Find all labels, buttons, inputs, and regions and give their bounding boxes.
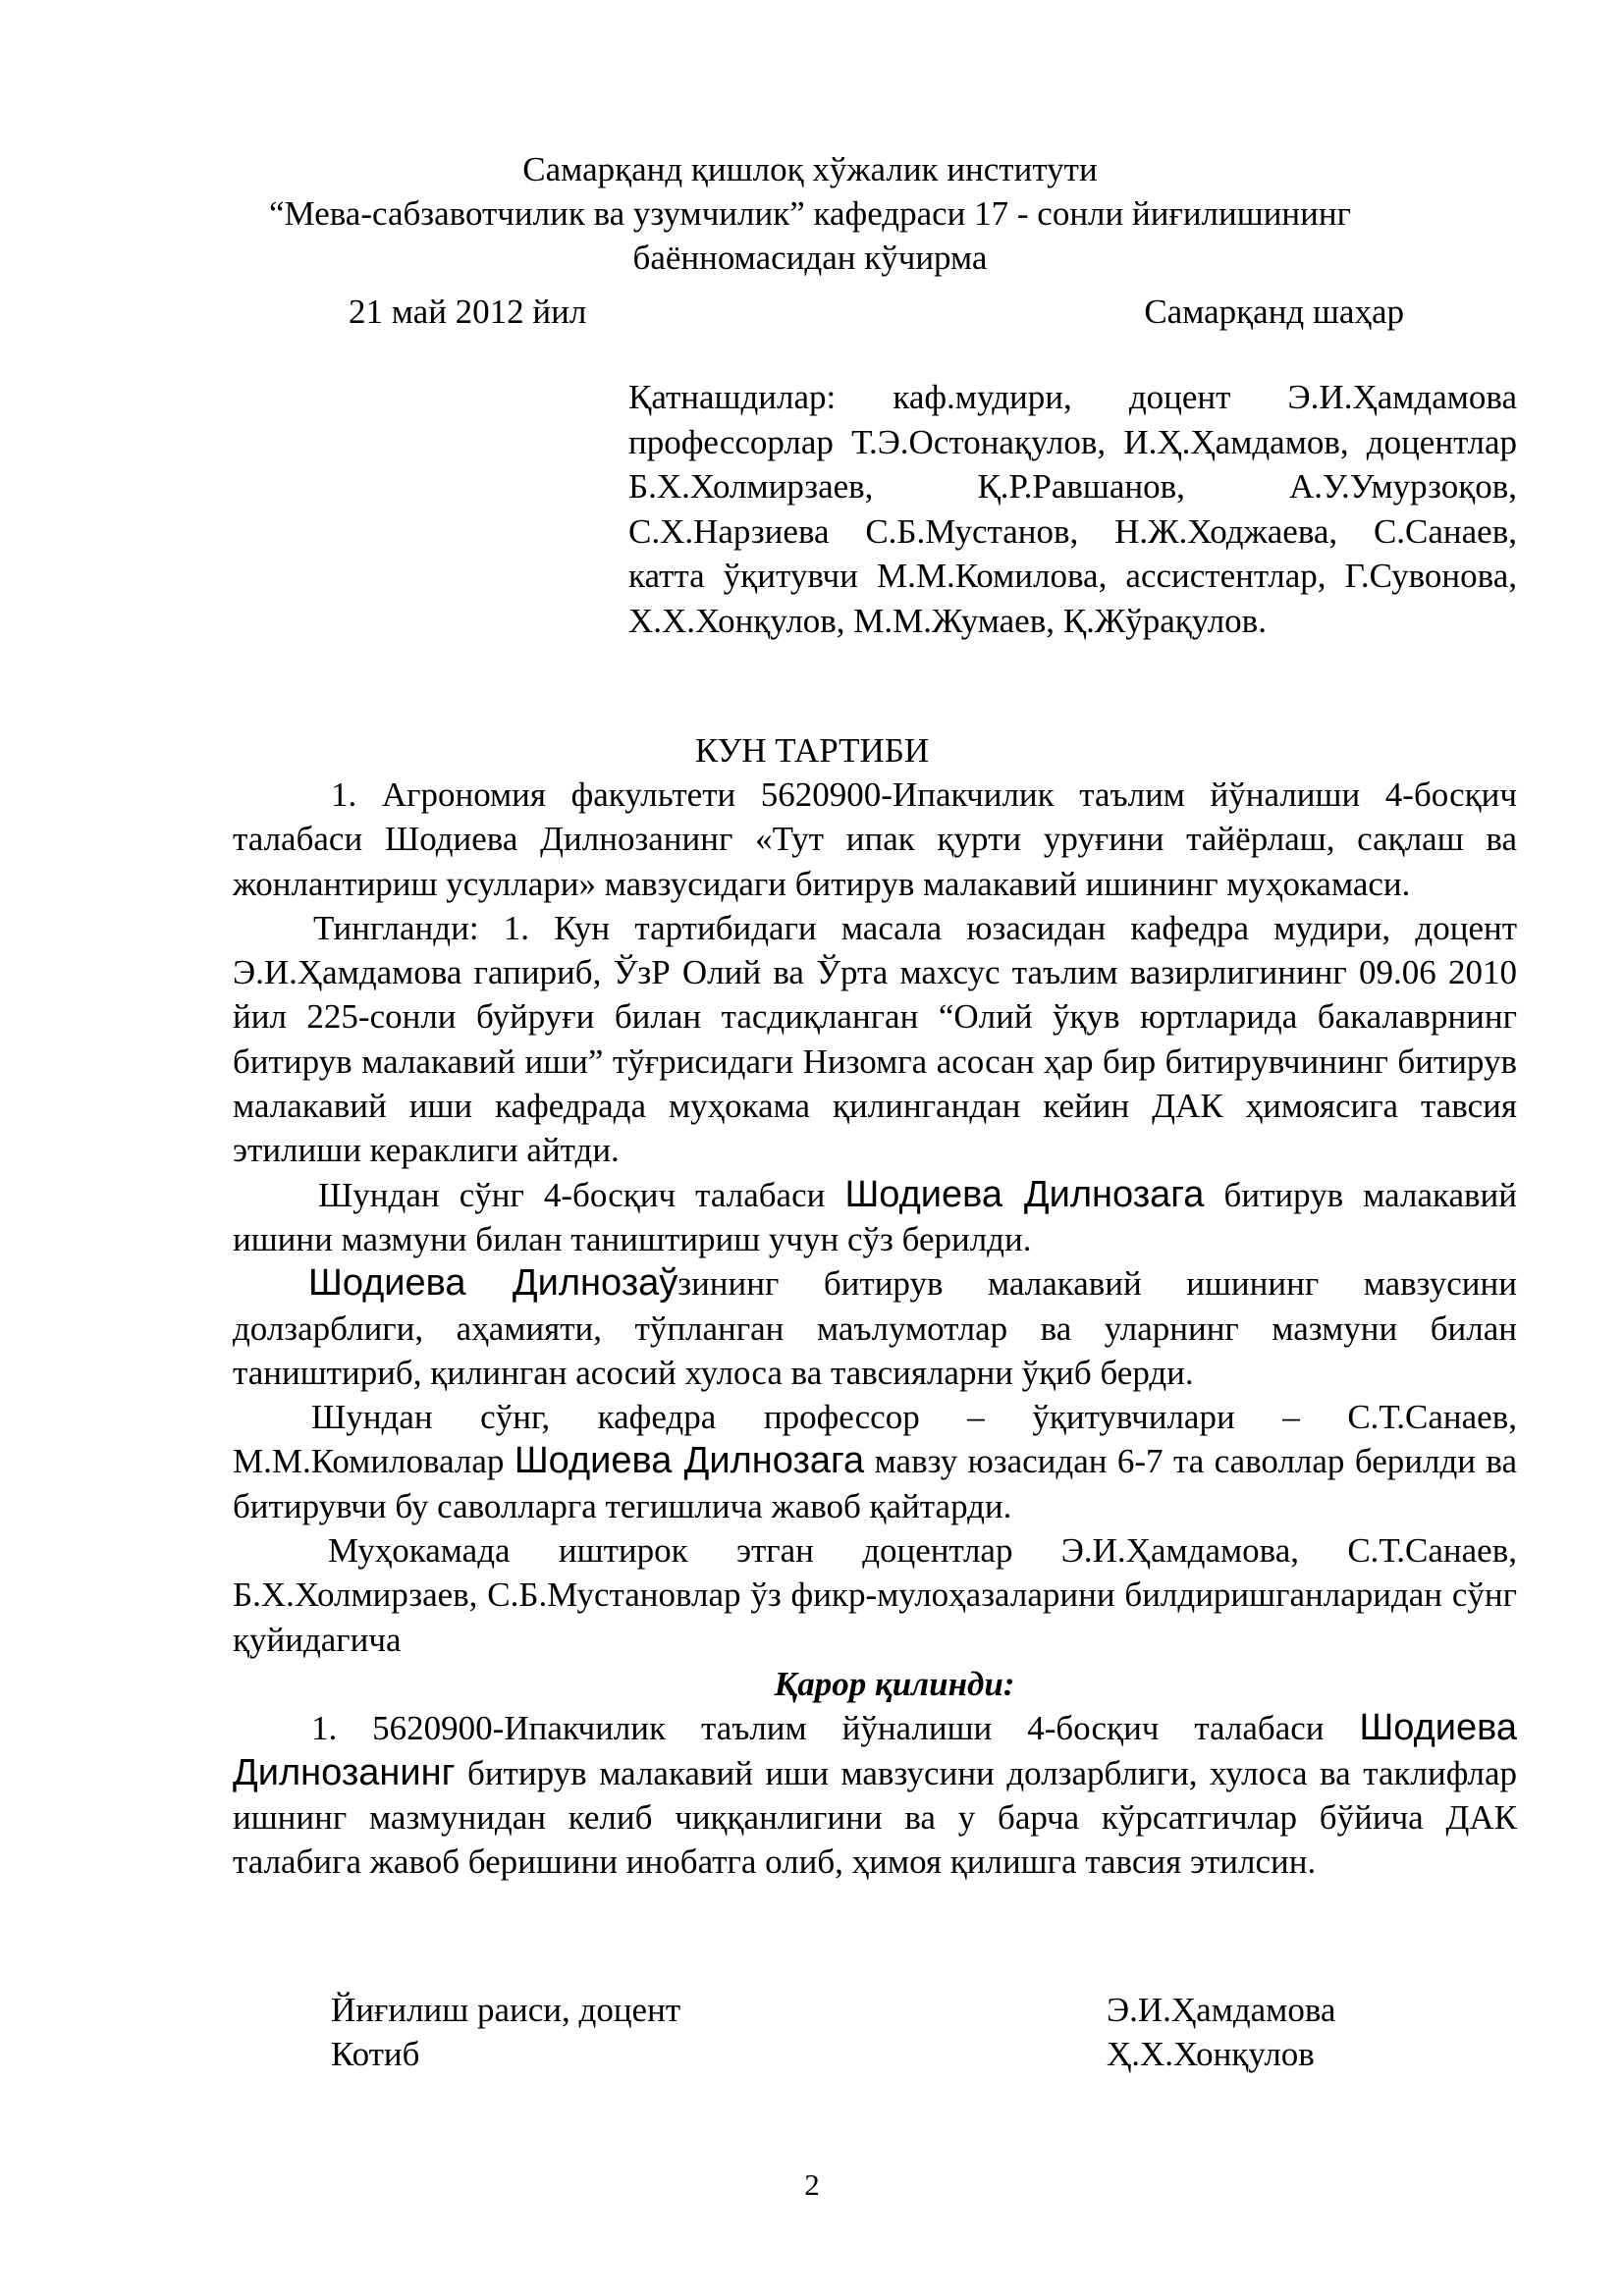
paragraph-text: зининг битирув малакавий ишининг мавзусини долзарблиги, аҳамияти, тўпланган маълумотлар ва уларнинг мазмуни билан таништириб, қилинган асосий хулоса ва тавсияларни ўқиб берди. [233, 1264, 1517, 1392]
questions-paragraph [233, 1395, 1517, 1528]
heard-paragraph: Тингланди: 1. Кун тартибидаги масала юзасидан кафедра мудири, доцент Э.И.Ҳамдамова гапириб, ЎзР Олий ва Ўрта махсус таълим вазирлигининг 09.06 2010 йил 225-сонли буйруғи билан тасдиқланган “Олий ўқув юртларида бакалаврнинг битирув малакавий иши” тўғрисидаги Низомга асосан ҳар бир битирувчининг битирув малакавий иши кафедрада муҳокама қилингандан кейин ДАК ҳимоясига тавсия этилиши кераклиги айтди. [233, 908, 1517, 1170]
chair-signature-row [331, 1988, 1362, 2032]
decision-heading: Қарор қилинди: [774, 1664, 1015, 1703]
signatures-block [331, 1988, 1362, 2076]
institute-name: Самарқанд қишлоқ хўжалик институти [522, 150, 1098, 188]
agenda-title: КУН ТАРТИБИ [694, 731, 930, 770]
student-name: Шодиева Дилнозага [514, 1440, 865, 1482]
meeting-date: 21 май 2012 йил [349, 293, 587, 331]
document-header [196, 147, 1424, 280]
agenda-item-1: 1. Агрономия факультети 5620900-Ипакчилик таълим йўналиши 4-босқич талабаси Шодиева Дилнозанинг «Тут ипак қурти уруғини тайёрлаш, сақлаш ва жонлантириш усуллари» мавзусидаги битирув малакавий ишининг муҳокамаси. [233, 775, 1517, 903]
discussion-paragraph: Муҳокамада иштирок этган доцентлар Э.И.Ҳамдамова, С.Т.Санаев, Б.Х.Холмирзаев, С.Б.Мустановлар ўз фикр-мулоҳазаларини билдиришганларидан сўнг қуйидагича [233, 1531, 1517, 1659]
chair-name: Э.И.Ҳамдамова [1107, 1991, 1336, 2029]
paragraph-text: битирув малакавий ишини мазмуни билан таништириш учун сўз берилди. [233, 1175, 1517, 1258]
meeting-city: Самарқанд шаҳар [1144, 293, 1404, 331]
decision-paragraph [233, 1706, 1517, 1884]
student-name: Шодиева Дилнозаў [308, 1262, 678, 1305]
secretary-signature-row [331, 2032, 1362, 2076]
paragraph-text: 1. 5620900-Ипакчилик таълим йўналиши 4-босқич талабаси [311, 1709, 1360, 1748]
paragraph-text: Шундан сўнг, кафедра профессор – ўқитувчилари – С.Т.Санаев, М.М.Комиловалар [233, 1398, 1517, 1481]
student-name: Шодиева Дилнозанинг [233, 1707, 1517, 1793]
extract-title: баённомасидан кўчирма [632, 239, 988, 277]
paragraph-text: мавзу юзасидан 6-7 та саволлар берилди ва битирувчи бу саволларга тегишлича жавоб қайтарди. [233, 1442, 1518, 1525]
minutes-body [233, 773, 1517, 1884]
chair-role: Йиғилиш раиси, доцент [331, 1991, 681, 2029]
department-meeting-title: “Мева-сабзавотчилик ва узумчилик” кафедраси 17 - сонли йиғилишининг [269, 194, 1351, 233]
student-name: Шодиева Дилнозага [844, 1173, 1205, 1215]
page-number: 2 [804, 2167, 820, 2202]
introduction-paragraph [233, 1173, 1517, 1262]
paragraph-text: битирув малакавий иши мавзусини долзарблиги, хулоса ва таклифлар ишнинг мазмунидан келиб чиққанлигини ва у барча кўрсатгичлар бўйича ДАК талабига жавоб беришини инобатга олиб, ҳимоя қилишга тавсия этилсин. [233, 1753, 1517, 1882]
secretary-name: Ҳ.Х.Хонқулов [1107, 2035, 1315, 2073]
participants-block: Қатнашдилар: каф.мудири, доцент Э.И.Ҳамдамова профессорлар Т.Э.Остонақулов, И.Ҳ.Ҳамдамов, доцентлар Б.Х.Холмирзаев, Қ.Р.Равшанов, А.У.Умурзоқов, С.Х.Нарзиева С.Б.Мустанов, Н.Ж.Ходжаева, С.Санаев, катта ўқитувчи М.М.Комилова, ассистентлар, Г.Сувонова, Х.Х.Хонқулов, М.М.Жумаев, Қ.Жўрақулов. [628, 378, 1517, 640]
paragraph-text: Шундан сўнг 4-босқич талабаси [318, 1175, 845, 1214]
secretary-role: Котиб [331, 2035, 420, 2073]
presentation-paragraph [233, 1261, 1517, 1395]
